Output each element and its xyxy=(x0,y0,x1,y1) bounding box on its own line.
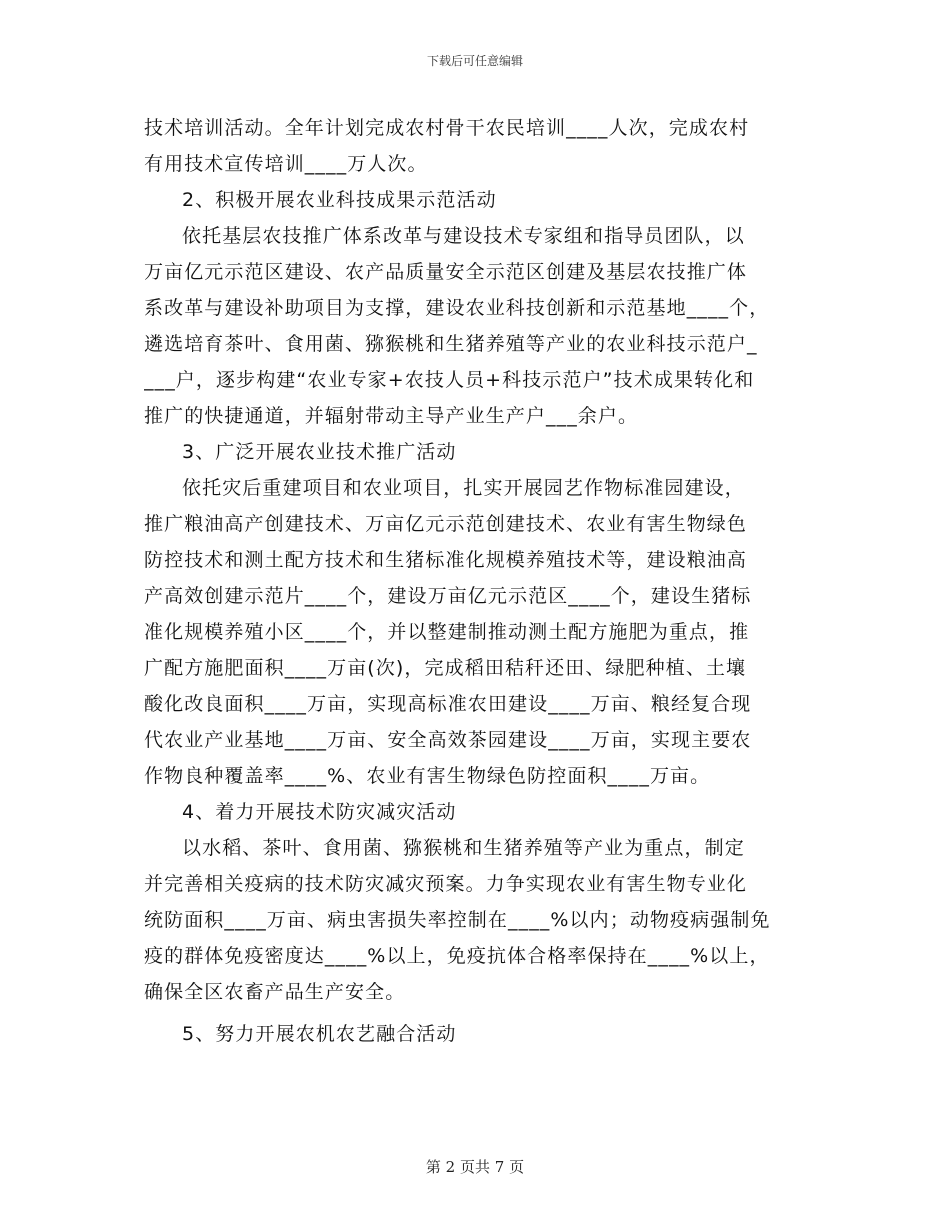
page-header: 下载后可任意编辑 xyxy=(426,54,523,68)
body-line: 疫的群体免疫密度达____%以上，免疫抗体合格率保持在____%以上， xyxy=(144,945,770,967)
section-heading: 5、努力开展农机农艺融合活动 xyxy=(182,1023,457,1045)
body-line: 准化规模养殖小区____个，并以整建制推动测土配方施肥为重点，推 xyxy=(144,621,750,643)
body-line: 产高效创建示范片____个，建设万亩亿元示范区____个，建设生猪标 xyxy=(144,585,752,607)
paragraph-first-line: 依托灾后重建项目和农业项目，扎实开展园艺作物标准园建设， xyxy=(182,477,745,499)
body-line: 推广粮油高产创建技术、万亩亿元示范创建技术、农业有害生物绿色 xyxy=(144,513,748,535)
body-line: 确保全区农畜产品生产安全。 xyxy=(144,981,406,1003)
paragraph-first-line: 以水稻、茶叶、食用菌、猕猴桃和生猪养殖等产业为重点，制定 xyxy=(182,837,745,859)
body-line: 万亩亿元示范区建设、农产品质量安全示范区创建及基层农技推广体 xyxy=(144,261,748,283)
body-line: 有用技术宣传培训____万人次。 xyxy=(144,153,428,175)
body-line: 并完善相关疫病的技术防灾减灾预案。力争实现农业有害生物专业化 xyxy=(144,873,748,895)
body-line: 作物良种覆盖率____%、农业有害生物绿色防控面积____万亩。 xyxy=(144,765,711,787)
document-body xyxy=(144,110,812,1052)
paragraph-first-line: 依托基层农技推广体系改革与建设技术专家组和指导员团队，以 xyxy=(182,225,745,247)
body-line: 推广的快捷通道，并辐射带动主导产业生产户___余户。 xyxy=(144,405,639,427)
page-footer: 第 2 页共 7 页 xyxy=(425,1158,525,1176)
body-line: 统防面积____万亩、病虫害损失率控制在____%以内；动物疫病强制免 xyxy=(144,909,771,931)
body-line: 技术培训活动。全年计划完成农村骨干农民培训____人次，完成农村 xyxy=(144,117,750,139)
section-heading: 3、广泛开展农业技术推广活动 xyxy=(182,441,457,463)
body-line: 广配方施肥面积____万亩(次)，完成稻田秸秆还田、绿肥种植、土壤 xyxy=(144,657,747,679)
body-line: 系改革与建设补助项目为支撑，建设农业科技创新和示范基地____个， xyxy=(144,297,770,319)
body-line: 防控技术和测土配方技术和生猪标准化规模养殖技术等，建设粮油高 xyxy=(144,549,748,571)
body-line: ___户，逐步构建“农业专家+农技人员+科技示范户”技术成果转化和 xyxy=(144,369,755,391)
body-line: 代农业产业基地____万亩、安全高效茶园建设____万亩，实现主要农 xyxy=(144,729,752,751)
body-line: 酸化改良面积____万亩，实现高标准农田建设____万亩、粮经复合现 xyxy=(144,693,752,715)
section-heading: 2、积极开展农业科技成果示范活动 xyxy=(182,189,497,211)
body-line: 遴选培育茶叶、食用菌、猕猴桃和生猪养殖等产业的农业科技示范户_ xyxy=(144,333,758,355)
section-heading: 4、着力开展技术防灾减灾活动 xyxy=(182,801,457,823)
